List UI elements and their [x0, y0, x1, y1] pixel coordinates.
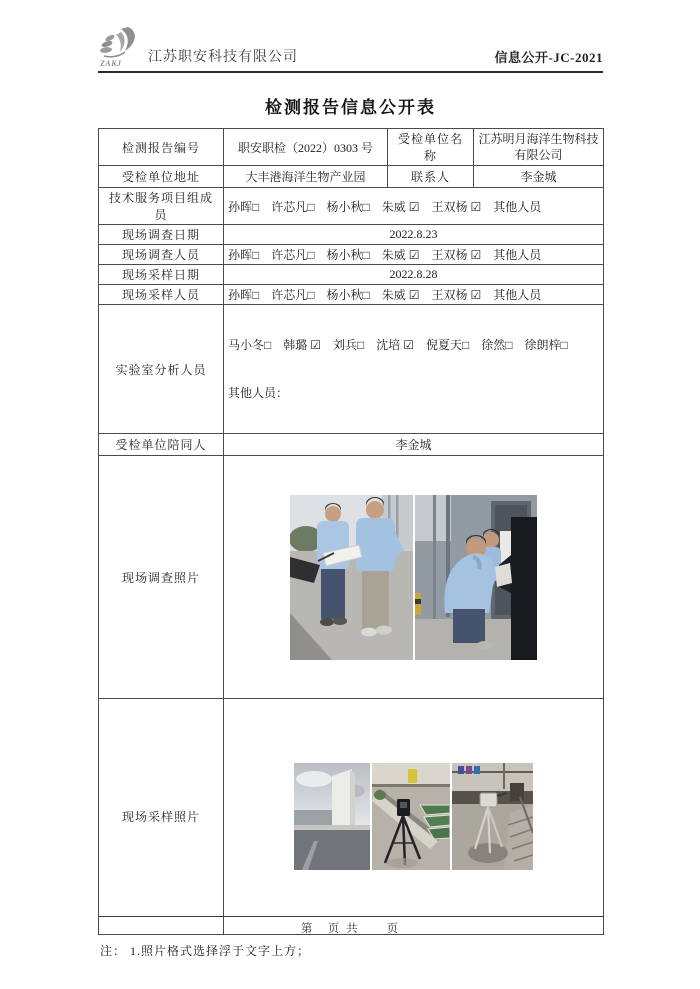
escort-value: 李金城	[224, 434, 604, 456]
table-row	[99, 245, 604, 265]
page-number-text: 第 页 共 页	[300, 923, 401, 935]
table-row	[99, 699, 604, 935]
unit-addr-value: 大丰港海洋生物产业园	[224, 166, 388, 188]
sampling-photo-2	[372, 763, 450, 870]
survey-photos-cell	[224, 456, 604, 699]
table-row	[99, 225, 604, 245]
survey-date-value: 2022.8.23	[224, 225, 604, 245]
survey-staff-value: 孙晖□ 许芯凡□ 杨小秋□ 朱威 ☑ 王双杨 ☑ 其他人员	[224, 245, 604, 265]
table-row	[99, 285, 604, 305]
report-no-value: 职安职检（2022）0303 号	[224, 129, 388, 166]
table-row	[99, 434, 604, 456]
report-no-label: 检测报告编号	[99, 129, 224, 166]
contact-label: 联系人	[388, 166, 474, 188]
table-row	[99, 166, 604, 188]
survey-staff-label: 现场调查人员	[99, 245, 224, 265]
sampling-photos-label: 现场采样照片	[99, 699, 224, 935]
company-name: 江苏职安科技有限公司	[148, 50, 298, 65]
footnote: 注： 1.照片格式选择浮于文字上方；	[100, 944, 311, 958]
unit-name-value: 江苏明月海洋生物科技有限公司	[474, 129, 604, 166]
unit-name-label: 受检单位名称	[388, 129, 474, 166]
sampling-photos-cell	[224, 699, 604, 935]
footer-rule	[98, 916, 603, 917]
table-row	[99, 265, 604, 285]
contact-value: 李金城	[474, 166, 604, 188]
sampling-photo-strip	[228, 763, 599, 870]
table-row	[99, 188, 604, 225]
table-row	[99, 456, 604, 699]
team-members: 孙晖□ 许芯凡□ 杨小秋□ 朱威 ☑ 王双杨 ☑ 其他人员	[224, 188, 604, 225]
table-row	[99, 305, 604, 434]
page-header	[98, 0, 603, 68]
survey-date-label: 现场调查日期	[99, 225, 224, 245]
page-footer	[98, 916, 603, 936]
lab-staff-label: 实验室分析人员	[99, 305, 224, 434]
sampling-photo-1	[294, 763, 370, 870]
survey-photo-2	[415, 495, 537, 660]
sampling-staff-value: 孙晖□ 许芯凡□ 杨小秋□ 朱威 ☑ 王双杨 ☑ 其他人员	[224, 285, 604, 305]
sampling-photo-3	[452, 763, 533, 870]
survey-photos-label: 现场调查照片	[99, 456, 224, 699]
sampling-date-value: 2022.8.28	[224, 265, 604, 285]
sampling-date-label: 现场采样日期	[99, 265, 224, 285]
header-rule	[98, 71, 603, 73]
survey-photo-strip	[228, 495, 599, 660]
sampling-staff-label: 现场采样人员	[99, 285, 224, 305]
doc-code: 信息公开-JC-2021	[494, 50, 603, 65]
logo-caption: ZAKJ	[100, 59, 122, 68]
page-title: 检测报告信息公开表	[265, 98, 436, 117]
unit-addr-label: 受检单位地址	[99, 166, 224, 188]
escort-label: 受检单位陪同人	[99, 434, 224, 456]
table-row	[99, 129, 604, 166]
lab-staff-value	[224, 305, 604, 434]
info-table	[98, 128, 604, 935]
company-logo-icon	[98, 26, 146, 68]
lab-staff-line2: 其他人员：	[228, 386, 289, 400]
survey-photo-1	[290, 495, 413, 660]
lab-staff-line1: 马小冬□ 韩璐 ☑ 刘兵□ 沈培 ☑ 倪夏天□ 徐然□ 徐朗梓□	[228, 338, 568, 352]
team-label: 技术服务项目组成员	[99, 188, 224, 225]
